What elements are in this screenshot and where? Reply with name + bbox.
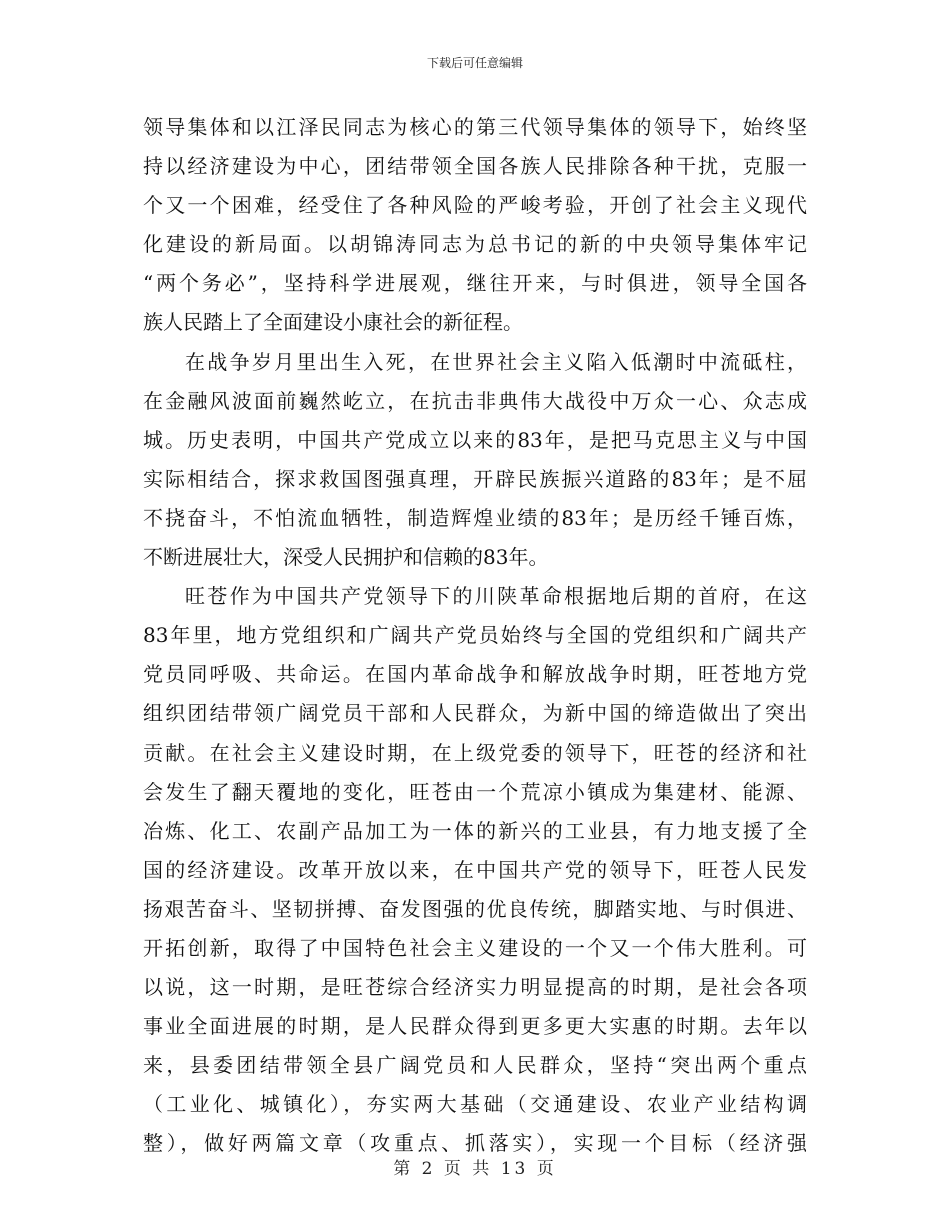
text-line: 城。历史表明，中国共产党成立以来的83年，是把马克思主义与中国 [143,427,807,452]
text-line: 整），做好两篇文章（攻重点、抓落实），实现一个目标（经济强 [143,1131,807,1156]
text-line: 会发生了翻天覆地的变化，旺苍由一个荒凉小镇成为集建材、能源、 [143,779,807,804]
text-line: 族人民踏上了全面建设小康社会的新征程。 [143,310,523,335]
text-line: “两个务必”，坚持科学进展观，继往开来，与时俱进，领导全国各 [143,271,807,296]
text-line: 化建设的新局面。以胡锦涛同志为总书记的新的中央领导集体牢记 [143,232,807,257]
text-line: 持以经济建设为中心，团结带领全国各族人民排除各种干扰，克服一 [143,154,807,179]
text-line: 在金融风波面前巍然屹立，在抗击非典伟大战役中万众一心、众志成 [143,388,807,413]
text-line: 在战争岁月里出生入死，在世界社会主义陷入低潮时中流砥柱， [185,349,807,374]
text-line: 冶炼、化工、农副产品加工为一体的新兴的工业县，有力地支援了全 [143,818,807,843]
text-line: 不断进展壮大，深受人民拥护和信赖的83年。 [143,545,549,570]
page-header: 下载后可任意编辑 [426,56,523,70]
text-line: 实际相结合，探求救国图强真理，开辟民族振兴道路的83年；是不屈 [143,466,807,491]
text-line: 来，县委团结带领全县广阔党员和人民群众，坚持“突出两个重点 [143,1053,807,1078]
text-line: 不挠奋斗，不怕流血牺牲，制造辉煌业绩的83年；是历经千锤百炼， [143,505,807,530]
text-line: 开拓创新，取得了中国特色社会主义建设的一个又一个伟大胜利。可 [143,935,807,960]
text-line: 以说，这一时期，是旺苍综合经济实力明显提高的时期，是社会各项 [143,975,807,1000]
document-body [143,108,807,1164]
text-line: 党员同呼吸、共命运。在国内革命战争和解放战争时期，旺苍地方党 [143,662,807,687]
text-line: 事业全面进展的时期，是人民群众得到更多更大实惠的时期。去年以 [143,1014,807,1039]
text-line: （工业化、城镇化），夯实两大基础（交通建设、农业产业结构调 [143,1092,807,1117]
text-line: 组织团结带领广阔党员干部和人民群众，为新中国的缔造做出了突出 [143,701,807,726]
page-number-footer: 第 2 页 共 13 页 [393,1159,557,1179]
text-line: 国的经济建设。改革开放以来，在中国共产党的领导下，旺苍人民发 [143,857,807,882]
text-line: 扬艰苦奋斗、坚韧拼搏、奋发图强的优良传统，脚踏实地、与时俱进、 [143,896,807,921]
text-line: 个又一个困难，经受住了各种风险的严峻考验，开创了社会主义现代 [143,193,807,218]
text-line: 贡献。在社会主义建设时期，在上级党委的领导下，旺苍的经济和社 [143,740,807,765]
text-line: 领导集体和以江泽民同志为核心的第三代领导集体的领导下，始终坚 [143,115,807,139]
text-line: 83年里，地方党组织和广阔共产党员始终与全国的党组织和广阔共产 [143,623,807,648]
text-line: 旺苍作为中国共产党领导下的川陕革命根据地后期的首府，在这 [185,584,807,609]
